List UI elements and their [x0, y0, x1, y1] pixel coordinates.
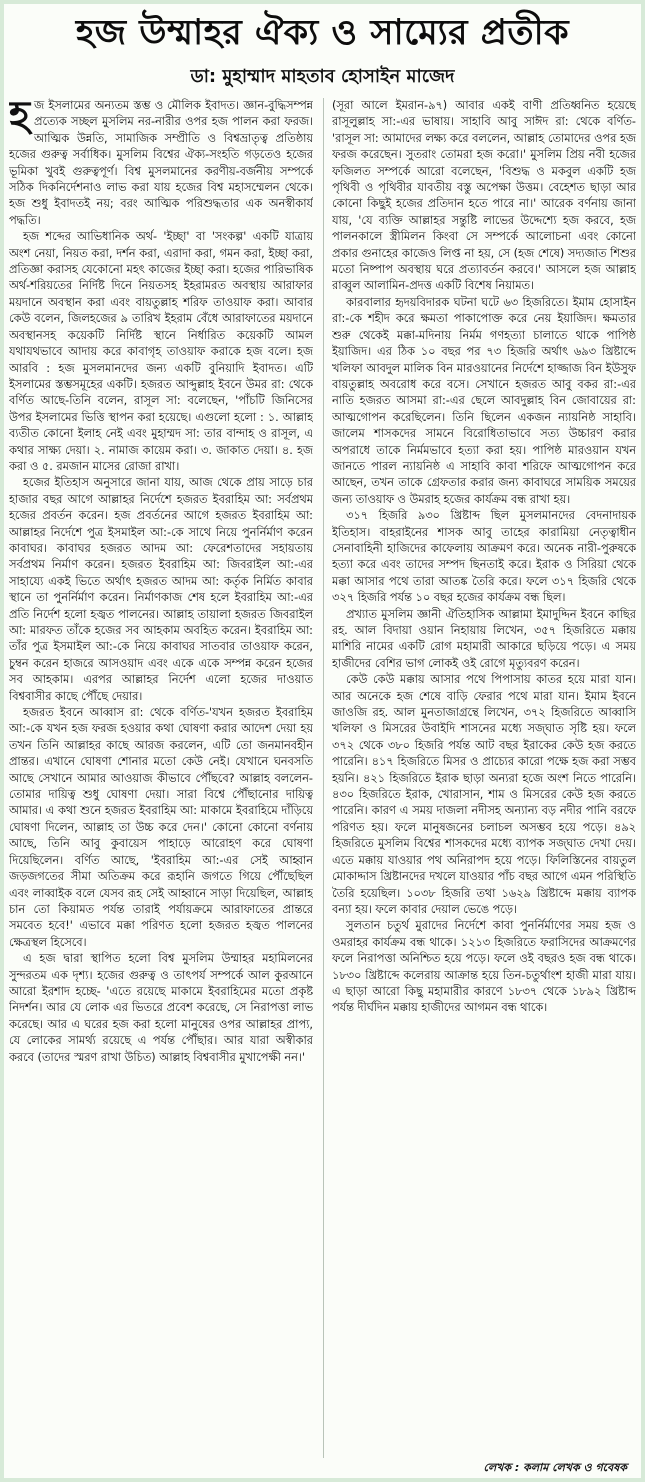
paragraph [9, 98, 313, 229]
author-credit: লেখক : কলাম লেখক ও গবেষক [483, 1461, 627, 1474]
article-column-left [9, 98, 313, 1474]
newspaper-page [4, 4, 641, 1478]
paragraph: কেউ কেউ মক্কায় আসার পথে পিপাসায় কাতর হয়ে মারা যান। আর অনেকে হজ শেষে বাড়ি ফেরার পথে মারা যান। ইমাম ইবনে জাওজি রহ. আল মুনতাজাগ্রন্থে লিখেন, ৩৭২ হিজরিতে আব্বাসি খলিফা ও মিসরের উবাইদি শাসনের মধ্যে সজ্ঘাত সৃষ্টি হয়। ফলে ৩৭২ থেকে ৩৮০ হিজরি পর্যন্ত আট বছর ইরাকের কেউ হজ করতে পারেনি। ৪১৭ হিজরিতে মিসর ও প্রাচ্যের কারো পক্ষে হজ করা সম্ভব হয়নি। ৪২১ হিজরিতে ইরাক ছাড়া অন্যরা হজে অংশ নিতে পারেনি। ৪৩০ হিজরিতে ইরাক, খোরাসান, শাম ও মিসরের কেউ হজ করতে পারেনি। কারণ এ সময় দাজলা নদীসহ অন্যান্য বড় নদীর পানি বরফে পরিণত হয়। ফলে মানুষজনের চলাচল অসম্ভব হয়ে পড়ে। ৪৯২ হিজরিতে মুসলিম বিশ্বের শাসকদের মধ্যে ব্যাপক সজ্ঘাত দেখা দেয়। এতে মক্কায় যাওয়ার পথ অনিরাপদ হয়ে পড়ে। ফিলিস্তিনের বায়তুল মোকাদ্দাস খ্রিষ্টানদের দখলে যাওয়ার পাঁচ বছর আগে এমন পরিস্থিতি তৈরি হয়েছিল। ১০৩৮ হিজরি তথা ১৬২৯ খ্রিষ্টাব্দে মক্কায় ব্যাপক বন্যা হয়। ফলে কাবার দেয়াল ভেঙে পড়ে। [332, 673, 636, 916]
article-headline: হজ উম্মাহর ঐক্য ও সাম্যের প্রতীক [75, 12, 570, 53]
paragraph-text: জ ইসলামের অন্যতম স্তম্ভ ও মৌলিক ইবাদত। জ্ঞান-বুদ্ধিসম্পন্ন প্রত্যেক সচ্ছল মুসলিম নর-নারীর ওপর হজ পালন করা ফরজ। আত্মিক উন্নতি, সামাজিক সম্প্রীতি ও বিশ্বভ্রাতৃত্ব প্রতিষ্ঠায় হজের গুরুত্ব সর্বাধিক। মুসলিম বিশ্বের ঐক্য-সংহতি গড়তেও হজের ভূমিকা খুবই গুরুত্বপূর্ণ। বিশ্ব মুসলমানের করণীয়-বর্জনীয় সম্পর্কে সঠিক দিকনির্দেশনাও লাভ করা যায় হজের বিশ্ব মহাসম্মেলন থেকে। হজ শুধু ইবাদতই নয়; বরং আত্মিক পরিশুদ্ধতার এক অনস্বীকার্য পদ্ধতি। [9, 99, 313, 227]
drop-cap: হ [9, 98, 31, 139]
paragraph: ৩১৭ হিজরি ৯৩০ খ্রিষ্টাব্দ ছিল মুসলমানদের বেদনাদায়ক ইতিহাস। বাহরাইনের শাসক আবু তাহের কারামিয়া নেতৃত্বাধীন সেনাবাহিনী হাজিদের কাফেলায় আক্রমণ করে। অনেক নারী-পুরুষকে হত্যা করে এবং তাদের সম্পদ ছিনতাই করে। ইরাক ও সিরিয়া থেকে মক্কা আসার পথে তারা আতঙ্ক তৈরি করে। ফলে ৩১৭ হিজরি থেকে ৩২৭ হিজরি পর্যন্ত ১০ বছর হজের কার্যক্রম বন্ধ ছিল। [332, 509, 636, 605]
paragraph: প্রখ্যাত মুসলিম জ্ঞানী ঐতিহাসিক আল্লামা ইমাদুদ্দিন ইবনে কাছির রহ. আল বিদায়া ওয়ান নিহায়ায় লিখেন, ৩৫৭ হিজরিতে মক্কায় মাশিরি নামের একটি রোগ মহামারী আকারে ছড়িয়ে পড়ে। এ সময় হাজীদের বেশির ভাগ লোকই ওই রোগে মৃত্যুবরণ করেন। [332, 607, 636, 670]
paragraph: এ হজ দ্বারা স্থাপিত হলো বিশ্ব মুসলিম উম্মাহর মহামিলনের সুন্দরতম এক দৃশ্য। হজের গুরুত্ব ও তাৎপর্য সম্পর্কে আল কুরআনে আরো ইরশাদ হচ্ছে- 'এতে রয়েছে মাকামে ইবরাহিমের মতো প্রকৃষ্ট নিদর্শন। আর যে লোক এর ভিতরে প্রবেশ করেছে, সে নিরাপত্তা লাভ করেছে। আর এ ঘরের হজ করা হলো মানুষের ওপর আল্লাহর প্রাপ্য, যে লোকের সামর্থ্য রয়েছে এ পর্যন্ত পৌঁছার। আর যারা অস্বীকার করবে (তাদের স্মরণ রাখা উচিত) আল্লাহ বিশ্ববাসীর মুখাপেক্ষী নন।' [9, 952, 313, 1064]
article-column-right [332, 98, 636, 1474]
paragraph: হজের ইতিহাস অনুসারে জানা যায়, আজ থেকে প্রায় সাড়ে চার হাজার বছর আগে আল্লাহর নির্দেশে হজরত ইবরাহিম আ: সর্বপ্রথম হজের প্রবর্তন করেন। হজ প্রবর্তনের আগে হজরত ইবরাহিম আ: আল্লাহর নির্দেশে পুত্র ইসমাইল আ:-কে সাথে নিয়ে পুনর্নির্মাণ করেন কাবাঘর। কাবাঘর হজরত আদম আ: ফেরেশতাদের সহায়তায় সর্বপ্রথম নির্মাণ করেন। হজরত ইবরাহিম আ: জিবরাইল আ:-এর সাহায্যে একই ভিতে অর্থাৎ হজরত আদম আ: কর্তৃক নির্মিত কাবার স্থানে তা পুনর্নির্মাণ করেন। নির্মাণকাজ শেষ হলে ইবরাহিম আ:-এর প্রতি নির্দেশ হলো হজ্বত পালনের। আল্লাহ তায়ালা হজরত জিবরাইল আ: মারফত তাঁকে হজের সব আহকাম অবহিত করেন। ইবরাহিম আ: তাঁর পুত্র ইসমাইল আ:-কে নিয়ে কাবাঘর সাতবার তাওয়াফ করেন, চুম্বন করেন হাজরে আসওয়াদ এবং একে একে সম্পন্ন করেন হজের সব আহকাম। এরপর আল্লাহর নির্দেশ এলো হজের দাওয়াত বিশ্ববাসীর কাছে পৌঁছে দেয়ার। [9, 476, 313, 703]
paragraph: হজ শব্দের আভিধানিক অর্থ- 'ইচ্ছা' বা 'সংকল্প' একটি যাত্রায় অংশ নেয়া, নিয়ত করা, দর্শন করা, এরাদা করা, গমন করা, ইচ্ছা করা, প্রতিজ্ঞা করাসহ যেকোনো মহৎ কাজের ইচ্ছা করা। হজের পারিভাষিক অর্থ-শরিয়তের নির্দিষ্ট দিনে নিয়তসহ ইহরামরত অবস্থায় আরাফার ময়দানে অবস্থান করা এবং বায়তুল্লাহ শরিফ তাওয়াফ করা। আবার কেউ বলেন, জিলহজের ৯ তারিখ ইহরাম বেঁধে আরাফাতের ময়দানে অবস্থানসহ কয়েকটি নির্দিষ্ট স্থানে নির্ধারিত কয়েকটি আমল যথাযথভাবে আদায় করে কাবাগৃহ তাওয়াফ করাকে হজ বলে। হজ আরবি : হজ মুসলমানদের জন্য একটি বুনিয়াদি ইবাদত। এটি ইসলামের স্তম্ভসমূহের একটি। হজরত আব্দুল্লাহ ইবনে উমর রা: থেকে বর্ণিত আছে-তিনি বলেন, রাসূল সা: বলেছেন, 'পাঁচটি জিনিসের উপর ইসলামের ভিত্তি স্থাপন করা হয়েছে। এগুলো হলো : ১. আল্লাহ ব্যতীত কোনো ইলাহ নেই এবং মুহাম্মদ সা: তার বান্দাহ ও রাসূল, এ কথার সাক্ষ্য দেয়া। ২. নামাজ কায়েম করা। ৩. জাকাত দেয়া। ৪. হজ করা ও ৫. রমজান মাসের রোজা রাখা। [9, 230, 313, 473]
paragraph: (সূরা আলে ইমরান-৯৭) আবার একই বাণী প্রতিধ্বনিত হয়েছে রাসূলুল্লাহ সা:-এর ভাষায়। সাহাবি আবু সাঈদ রা: থেকে বর্ণিত- 'রাসূল সা: আমাদের লক্ষ্য করে বললেন, আল্লাহ তোমাদের ওপর হজ ফরজ করেছেন। সুতরাং তোমরা হজ করো।' মুসলিম প্রিয় নবী হজের ফজিলত সম্পর্কে আরো বলেছেন, 'বিশুদ্ধ ও মকবুল একটি হজ পৃথিবী ও পৃথিবীর যাবতীয় বস্তু অপেক্ষা উত্তম। বেহেশত ছাড়া আর কোনো কিছুই হজের প্রতিদান হতে পারে না।' আরেক বর্ণনায় জানা যায়, 'যে ব্যক্তি আল্লাহর সন্তুষ্টি লাভের উদ্দেশ্যে হজ করবে, হজ পালনকালে স্ত্রীমিলন কিংবা সে সম্পর্কে আলোচনা এবং কোনো প্রকার গুনাহের কাজেও লিপ্ত না হয়, সে (হজ শেষে) সদ্যজাত শিশুর মতো নিষ্পাপ অবস্থায় ঘরে প্রত্যাবর্তন করবে।' আসলে হজ আল্লাহ রাব্বুল আলামিন-প্রদত্ত একটি বিশেষ নিয়ামত। [332, 99, 636, 293]
article-byline: ডা: মুহাম্মাদ মাহতাব হোসাইন মাজেদ [190, 66, 455, 87]
column-divider [323, 98, 324, 1458]
paragraph: সুলতান চতুর্থ মুরাদের নির্দেশে কাবা পুনর্নির্মাণের সময় হজ ও ওমরাহর কার্যক্রম বন্ধ থাকে। ১২১৩ হিজরিতে ফরাসিদের আক্রমণের ফলে নিরাপত্তা অনিশ্চিত হয়ে পড়ে। ফলে ওই বছরও হজ বন্ধ থাকে। ১৮৩০ খ্রিষ্টাব্দে কলেরায় আক্রান্ত হয়ে তিন-চতুর্থাংশ হাজী মারা যায়। এ ছাড়া আরো কিছু মহামারীর কারণে ১৮৩৭ থেকে ১৮৯২ খ্রিষ্টাব্দ পর্যন্ত দীর্ঘদিন মক্কায় হাজীদের আগমন বন্ধ থাকে। [332, 919, 636, 1015]
paragraph: হজরত ইবনে আব্বাস রা: থেকে বর্ণিত-'যখন হজরত ইবরাহিম আ:-কে যখন হজ ফরজ হওয়ার কথা ঘোষণা করার আদেশ দেয়া হয় তখন তিনি আল্লাহর কাছে আরজ করলেন, এটি তো জনমানবহীন প্রান্তর। এখানে ঘোষণা শোনার মতো কেউ নেই। যেখানে ঘনবসতি আছে সেখানে আমার আওয়াজ কীভাবে পৌঁছবে? আল্লাহ বললেন- তোমার দায়িত্ব শুধু ঘোষণা দেয়া। সারা বিশ্বে পৌঁছানোর দায়িত্ব আমার। এ কথা শুনে হজরত ইবরাহিম আ: মাকামে ইবরাহিমে দাঁড়িয়ে ঘোষণা দিলেন, আল্লাহ তা উচ্চ করে দেন।' কোনো কোনো বর্ণনায় আছে, তিনি আবু কুবায়েস পাহাড়ে আরোহণ করে ঘোষণা দিয়েছিলেন। বর্ণিত আছে, 'ইবরাহিম আ:-এর সেই আহ্বান জড়জগতের সীমা অতিক্রম করে রূহানি জগতে গিয়ে পৌঁছেছিল এবং লাব্বাইক বলে যেসব রূহ সেই আহ্বানে সাড়া দিয়েছিল, আল্লাহ চান তো কিয়ামত পর্যন্ত তারাই পর্যায়ক্রমে আরাফাতের প্রান্তরে সমবেত হবে!' এভাবে মক্কা পরিণত হলো হজরত হজ্বত পালনের ক্ষেত্রস্থল হিসেবে। [9, 706, 313, 949]
paragraph: কারবালার হৃদয়বিদারক ঘটনা ঘটে ৬৩ হিজরিতে। ইমাম হোসাইন রা:-কে শহীদ করে ক্ষমতা পাকাপোক্ত করে নেয় ইয়াজিদ। ক্ষমতার শুরু থেকেই মক্কা-মদিনায় নির্মম গণহত্যা চালাতে থাকে পাপিষ্ঠ ইয়াজিদ। এর ঠিক ১০ বছর পর ৭৩ হিজরি অর্থাৎ ৬৯৩ খ্রিষ্টাব্দে খলিফা আবদুল মালিক বিন মারওয়ানের নির্দেশে হাজ্জাজ বিন ইউসুফ বায়তুল্লাহ অবরোধ করে বসে। সেখানে হজরত আবু বকর রা:-এর নাতি হজরত আসমা রা:-এর ছেলে আবদুল্লাহ বিন জোবায়ের রা: আত্মগোপন করেছিলেন। তিনি ছিলেন একজন ন্যায়নিষ্ঠ সাহাবি। জালেম শাসকদের সামনে বিরোধিতাভাবে সত্য উচ্চারণ করার অপরাধে তাকে নির্মমভাবে হত্যা করা হয়। পাপিষ্ঠ মারওয়ান যখন জানতে পারল ন্যায়নিষ্ঠ এ সাহাবি কাবা শরিফে আত্মগোপন করে আছেন, তখন তাকে গ্রেফতার করার জন্য কাবাঘরে সাময়িক সময়ের জন্য তাওয়াফ ও উমরাহ হজের কার্যক্রম বন্ধ রাখা হয়। [332, 295, 636, 506]
